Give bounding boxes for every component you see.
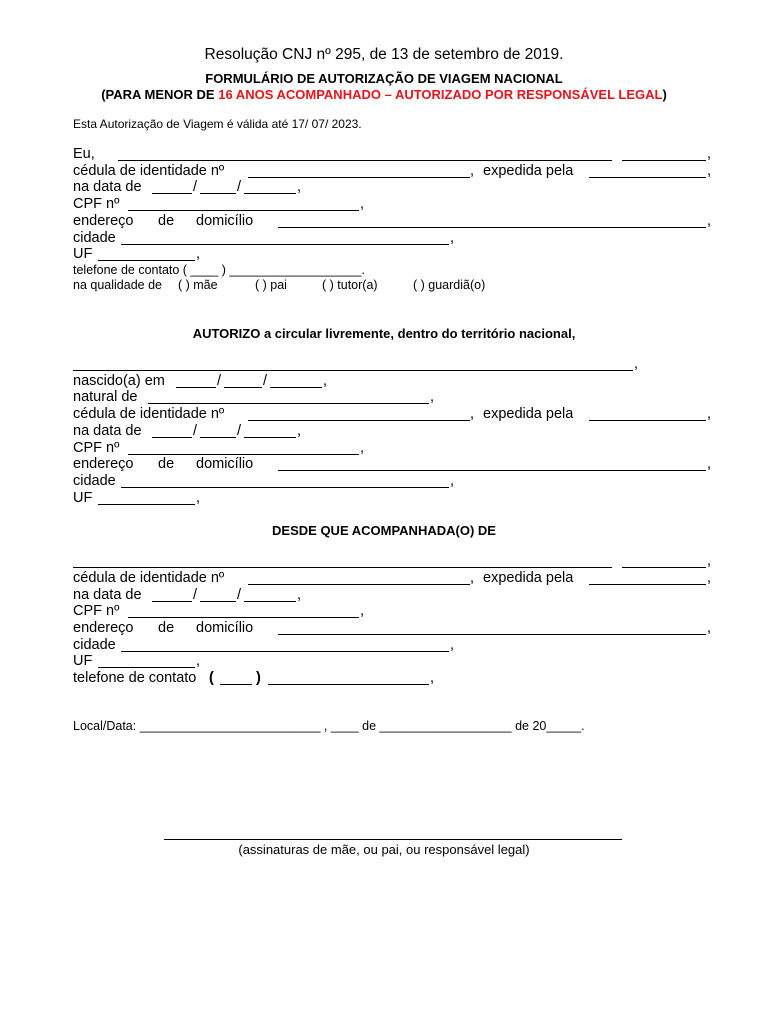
minor-date-year[interactable] [244,437,296,438]
companion-issuer-field[interactable] [589,584,706,585]
endereco-label: endereço [73,620,134,636]
local-data-line[interactable]: Local/Data: __________________________ , ____ de ___________________ de 20_____. [73,719,585,733]
comma: , [360,196,365,212]
companion-date-day[interactable] [152,601,192,602]
comma: , [470,406,475,422]
comma: , [707,570,712,586]
companion-phone-field[interactable] [268,684,429,685]
nascido-label: nascido(a) em [73,373,165,389]
minor-birth-day[interactable] [176,387,216,388]
comma: , [196,490,201,506]
form-subtitle [0,87,768,102]
companion-city-field[interactable] [121,651,449,652]
comma: , [470,163,475,179]
companion-address-field[interactable] [278,634,706,635]
option-pai[interactable]: ( ) pai [255,278,287,292]
responsible-uf-field[interactable] [98,260,195,261]
minor-city-field[interactable] [121,487,449,488]
subtitle-open: (PARA MENOR DE [101,87,219,102]
companion-cpf-field[interactable] [128,617,359,618]
expedida-label: expedida pela [483,570,574,586]
comma: , [707,146,712,162]
data-label: na data de [73,179,142,195]
cpf-label: CPF nº [73,196,120,212]
paren-open: ( [209,670,214,686]
comma: , [360,440,365,456]
data-label: na data de [73,587,142,603]
comma: , [707,620,712,636]
companion-name-field-2[interactable] [622,567,706,568]
minor-birth-month[interactable] [224,387,262,388]
comma: , [450,637,455,653]
eu-label: Eu, [73,146,95,162]
responsible-address-field[interactable] [278,227,706,228]
companion-date-year[interactable] [244,601,296,602]
authorize-title: AUTORIZO a circular livremente, dentro do território nacional, [192,326,576,341]
companion-date-month[interactable] [200,601,236,602]
comma: , [707,553,712,569]
minor-name-field[interactable] [73,370,633,371]
endereco-label: endereço [73,213,134,229]
resolution-title: Resolução CNJ nº 295, de 13 de setembro de 2019. [204,46,564,63]
telefone-line[interactable]: telefone de contato ( ____ ) ___________________. [73,263,365,277]
uf-label: UF [73,653,93,669]
signature-line[interactable] [164,839,622,840]
form-title: FORMULÁRIO DE AUTORIZAÇÃO DE VIAGEM NACIONAL [205,71,563,86]
companion-phone-ddd[interactable] [220,684,252,685]
slash: / [263,373,268,389]
minor-uf-field[interactable] [98,504,195,505]
companion-name-field[interactable] [73,567,612,568]
responsible-date-day[interactable] [152,193,192,194]
minor-cpf-field[interactable] [128,454,359,455]
comma: , [323,373,328,389]
slash: / [193,423,198,439]
slash: / [237,587,242,603]
signature-caption: (assinaturas de mãe, ou pai, ou responsável legal) [238,842,530,857]
slash: / [193,179,198,195]
companion-uf-field[interactable] [98,667,195,668]
minor-issuer-field[interactable] [589,420,706,421]
comma: , [196,653,201,669]
slash: / [237,423,242,439]
comma: , [196,246,201,262]
uf-label: UF [73,246,93,262]
companion-rg-field[interactable] [248,584,470,585]
comma: , [707,456,712,472]
comma: , [430,389,435,405]
comma: , [450,230,455,246]
cidade-label: cidade [73,230,116,246]
responsible-name-field[interactable] [118,160,612,161]
comma: , [297,423,302,439]
responsible-date-month[interactable] [200,193,236,194]
cidade-label: cidade [73,473,116,489]
minor-birthplace-field[interactable] [148,403,429,404]
qualidade-label: na qualidade de [73,278,162,292]
minor-address-field[interactable] [278,470,706,471]
comma: , [450,473,455,489]
slash: / [217,373,222,389]
minor-date-month[interactable] [200,437,236,438]
de-label: de [158,620,175,636]
comma: , [360,603,365,619]
uf-label: UF [73,490,93,506]
comma: , [430,670,435,686]
natural-label: natural de [73,389,138,405]
responsible-rg-field[interactable] [248,177,470,178]
option-guardia[interactable]: ( ) guardiã(o) [413,278,486,292]
domicilio-label: domicílio [196,456,254,472]
minor-rg-field[interactable] [248,420,470,421]
responsible-issuer-field[interactable] [589,177,706,178]
responsible-city-field[interactable] [121,244,449,245]
comma: , [707,163,712,179]
paren-close: ) [256,670,261,686]
minor-birth-year[interactable] [270,387,322,388]
option-mae[interactable]: ( ) mãe [178,278,218,292]
cpf-label: CPF nº [73,603,120,619]
subtitle-red: 16 ANOS ACOMPANHADO – AUTORIZADO POR RESPONSÁVEL LEGAL [218,87,663,102]
comma: , [470,570,475,586]
data-label: na data de [73,423,142,439]
companion-title: DESDE QUE ACOMPANHADA(O) DE [272,523,496,538]
responsible-name-field-2[interactable] [622,160,706,161]
comma: , [634,356,639,372]
de-label: de [158,213,175,229]
comma: , [707,213,712,229]
responsible-date-year[interactable] [244,193,296,194]
comma: , [297,587,302,603]
domicilio-label: domicílio [196,213,254,229]
option-tutor[interactable]: ( ) tutor(a) [322,278,378,292]
endereco-label: endereço [73,456,134,472]
validity-note: Esta Autorização de Viagem é válida até 17/ 07/ 2023. [73,117,362,131]
domicilio-label: domicílio [196,620,254,636]
expedida-label: expedida pela [483,406,574,422]
expedida-label: expedida pela [483,163,574,179]
responsible-cpf-field[interactable] [128,210,359,211]
minor-date-day[interactable] [152,437,192,438]
de-label: de [158,456,175,472]
slash: / [193,587,198,603]
subtitle-close: ) [662,87,667,102]
comma: , [297,179,302,195]
comma: , [707,406,712,422]
cpf-label: CPF nº [73,440,120,456]
slash: / [237,179,242,195]
telefone-label: telefone de contato [73,670,197,686]
cidade-label: cidade [73,637,116,653]
cedula-label: cédula de identidade nº [73,163,225,179]
cedula-label: cédula de identidade nº [73,570,225,586]
cedula-label: cédula de identidade nº [73,406,225,422]
